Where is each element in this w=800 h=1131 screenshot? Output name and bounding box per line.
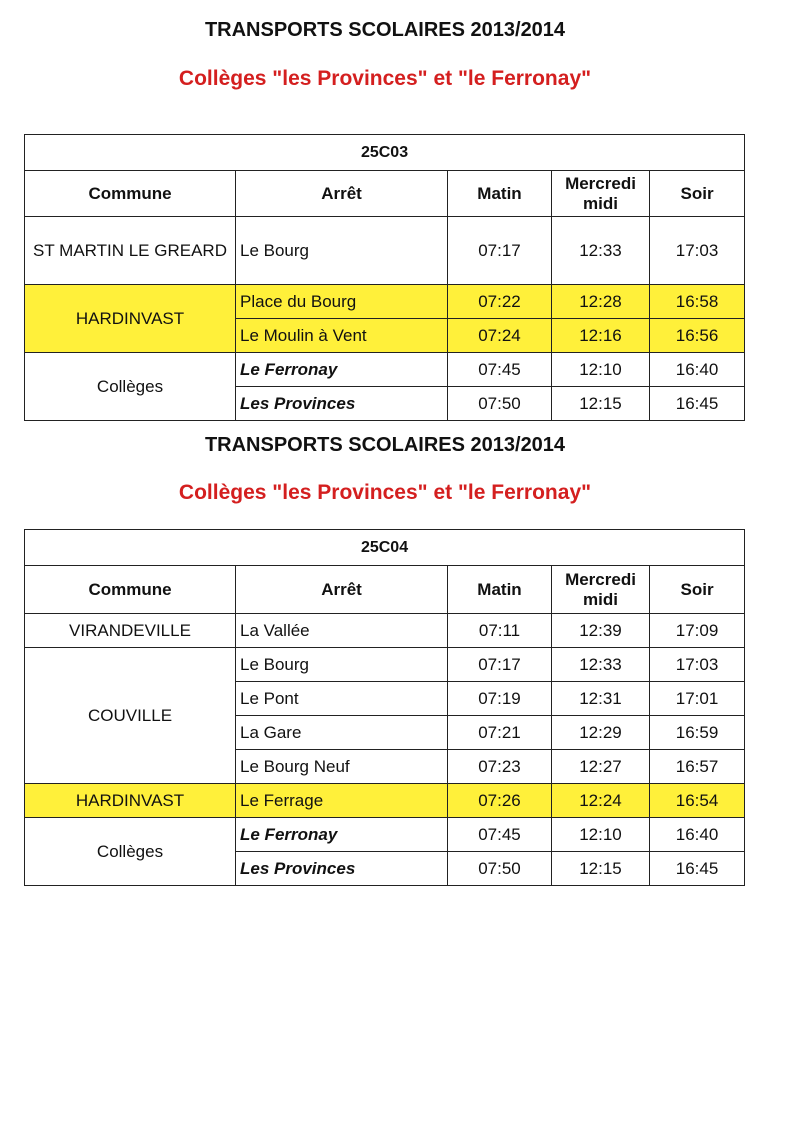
time-matin: 07:24 (448, 319, 552, 353)
commune-cell: HARDINVAST (25, 285, 236, 353)
table-row (25, 353, 745, 387)
commune-cell: VIRANDEVILLE (25, 614, 236, 648)
header-commune: Commune (25, 566, 236, 614)
header-mercredi: Mercredi midi (552, 566, 650, 614)
time-soir: 16:45 (650, 387, 745, 421)
time-soir: 16:57 (650, 750, 745, 784)
time-matin: 07:19 (448, 682, 552, 716)
commune-cell: Collèges (25, 353, 236, 421)
time-matin: 07:17 (448, 648, 552, 682)
time-soir: 16:58 (650, 285, 745, 319)
header-arret: Arrêt (236, 566, 448, 614)
time-matin: 07:26 (448, 784, 552, 818)
time-mercredi: 12:33 (552, 217, 650, 285)
page-subtitle: Collèges "les Provinces" et "le Ferronay" (178, 481, 592, 504)
time-soir: 17:09 (650, 614, 745, 648)
page-title: TRANSPORTS SCOLAIRES 2013/2014 (204, 19, 566, 41)
time-mercredi: 12:10 (552, 353, 650, 387)
time-mercredi: 12:10 (552, 818, 650, 852)
stop-cell: Le Ferrage (236, 784, 448, 818)
time-soir: 16:40 (650, 818, 745, 852)
time-matin: 07:11 (448, 614, 552, 648)
header-soir: Soir (650, 566, 745, 614)
table-row (25, 648, 745, 682)
time-soir: 16:59 (650, 716, 745, 750)
table-row (25, 784, 745, 818)
stop-cell: Le Bourg Neuf (236, 750, 448, 784)
table-header-row (25, 566, 745, 614)
table-row (25, 285, 745, 319)
time-soir: 17:03 (650, 648, 745, 682)
stop-cell: Le Bourg (236, 217, 448, 285)
route-code: 25C03 (25, 135, 745, 171)
time-matin: 07:21 (448, 716, 552, 750)
time-mercredi: 12:31 (552, 682, 650, 716)
time-mercredi: 12:16 (552, 319, 650, 353)
stop-cell: Place du Bourg (236, 285, 448, 319)
stop-cell: Le Ferronay (236, 818, 448, 852)
time-mercredi: 12:24 (552, 784, 650, 818)
page-subtitle: Collèges "les Provinces" et "le Ferronay" (178, 67, 592, 90)
commune-cell: COUVILLE (25, 648, 236, 784)
table-row (25, 614, 745, 648)
time-soir: 16:45 (650, 852, 745, 886)
time-mercredi: 12:33 (552, 648, 650, 682)
time-mercredi: 12:15 (552, 852, 650, 886)
time-matin: 07:17 (448, 217, 552, 285)
stop-cell: Le Moulin à Vent (236, 319, 448, 353)
stop-cell: Le Ferronay (236, 353, 448, 387)
time-matin: 07:50 (448, 387, 552, 421)
header-commune: Commune (25, 171, 236, 217)
schedule-table-25c04 (24, 529, 745, 886)
time-mercredi: 12:39 (552, 614, 650, 648)
header-matin: Matin (448, 566, 552, 614)
time-soir: 16:56 (650, 319, 745, 353)
table-row (25, 818, 745, 852)
time-soir: 17:01 (650, 682, 745, 716)
schedule-table-25c03 (24, 134, 745, 421)
commune-cell: HARDINVAST (25, 784, 236, 818)
time-mercredi: 12:29 (552, 716, 650, 750)
header-matin: Matin (448, 171, 552, 217)
stop-cell: Le Pont (236, 682, 448, 716)
header-mercredi: Mercredi midi (552, 171, 650, 217)
time-mercredi: 12:28 (552, 285, 650, 319)
commune-cell: ST MARTIN LE GREARD (25, 217, 236, 285)
time-matin: 07:23 (448, 750, 552, 784)
time-matin: 07:50 (448, 852, 552, 886)
table-header-row (25, 171, 745, 217)
stop-cell: Le Bourg (236, 648, 448, 682)
header-soir: Soir (650, 171, 745, 217)
time-matin: 07:45 (448, 353, 552, 387)
route-code: 25C04 (25, 530, 745, 566)
header-arret: Arrêt (236, 171, 448, 217)
stop-cell: Les Provinces (236, 852, 448, 886)
time-matin: 07:45 (448, 818, 552, 852)
time-soir: 16:54 (650, 784, 745, 818)
stop-cell: La Gare (236, 716, 448, 750)
time-matin: 07:22 (448, 285, 552, 319)
time-mercredi: 12:15 (552, 387, 650, 421)
stop-cell: La Vallée (236, 614, 448, 648)
time-mercredi: 12:27 (552, 750, 650, 784)
time-soir: 16:40 (650, 353, 745, 387)
page-title: TRANSPORTS SCOLAIRES 2013/2014 (204, 434, 566, 456)
table-row (25, 217, 745, 285)
time-soir: 17:03 (650, 217, 745, 285)
commune-cell: Collèges (25, 818, 236, 886)
stop-cell: Les Provinces (236, 387, 448, 421)
